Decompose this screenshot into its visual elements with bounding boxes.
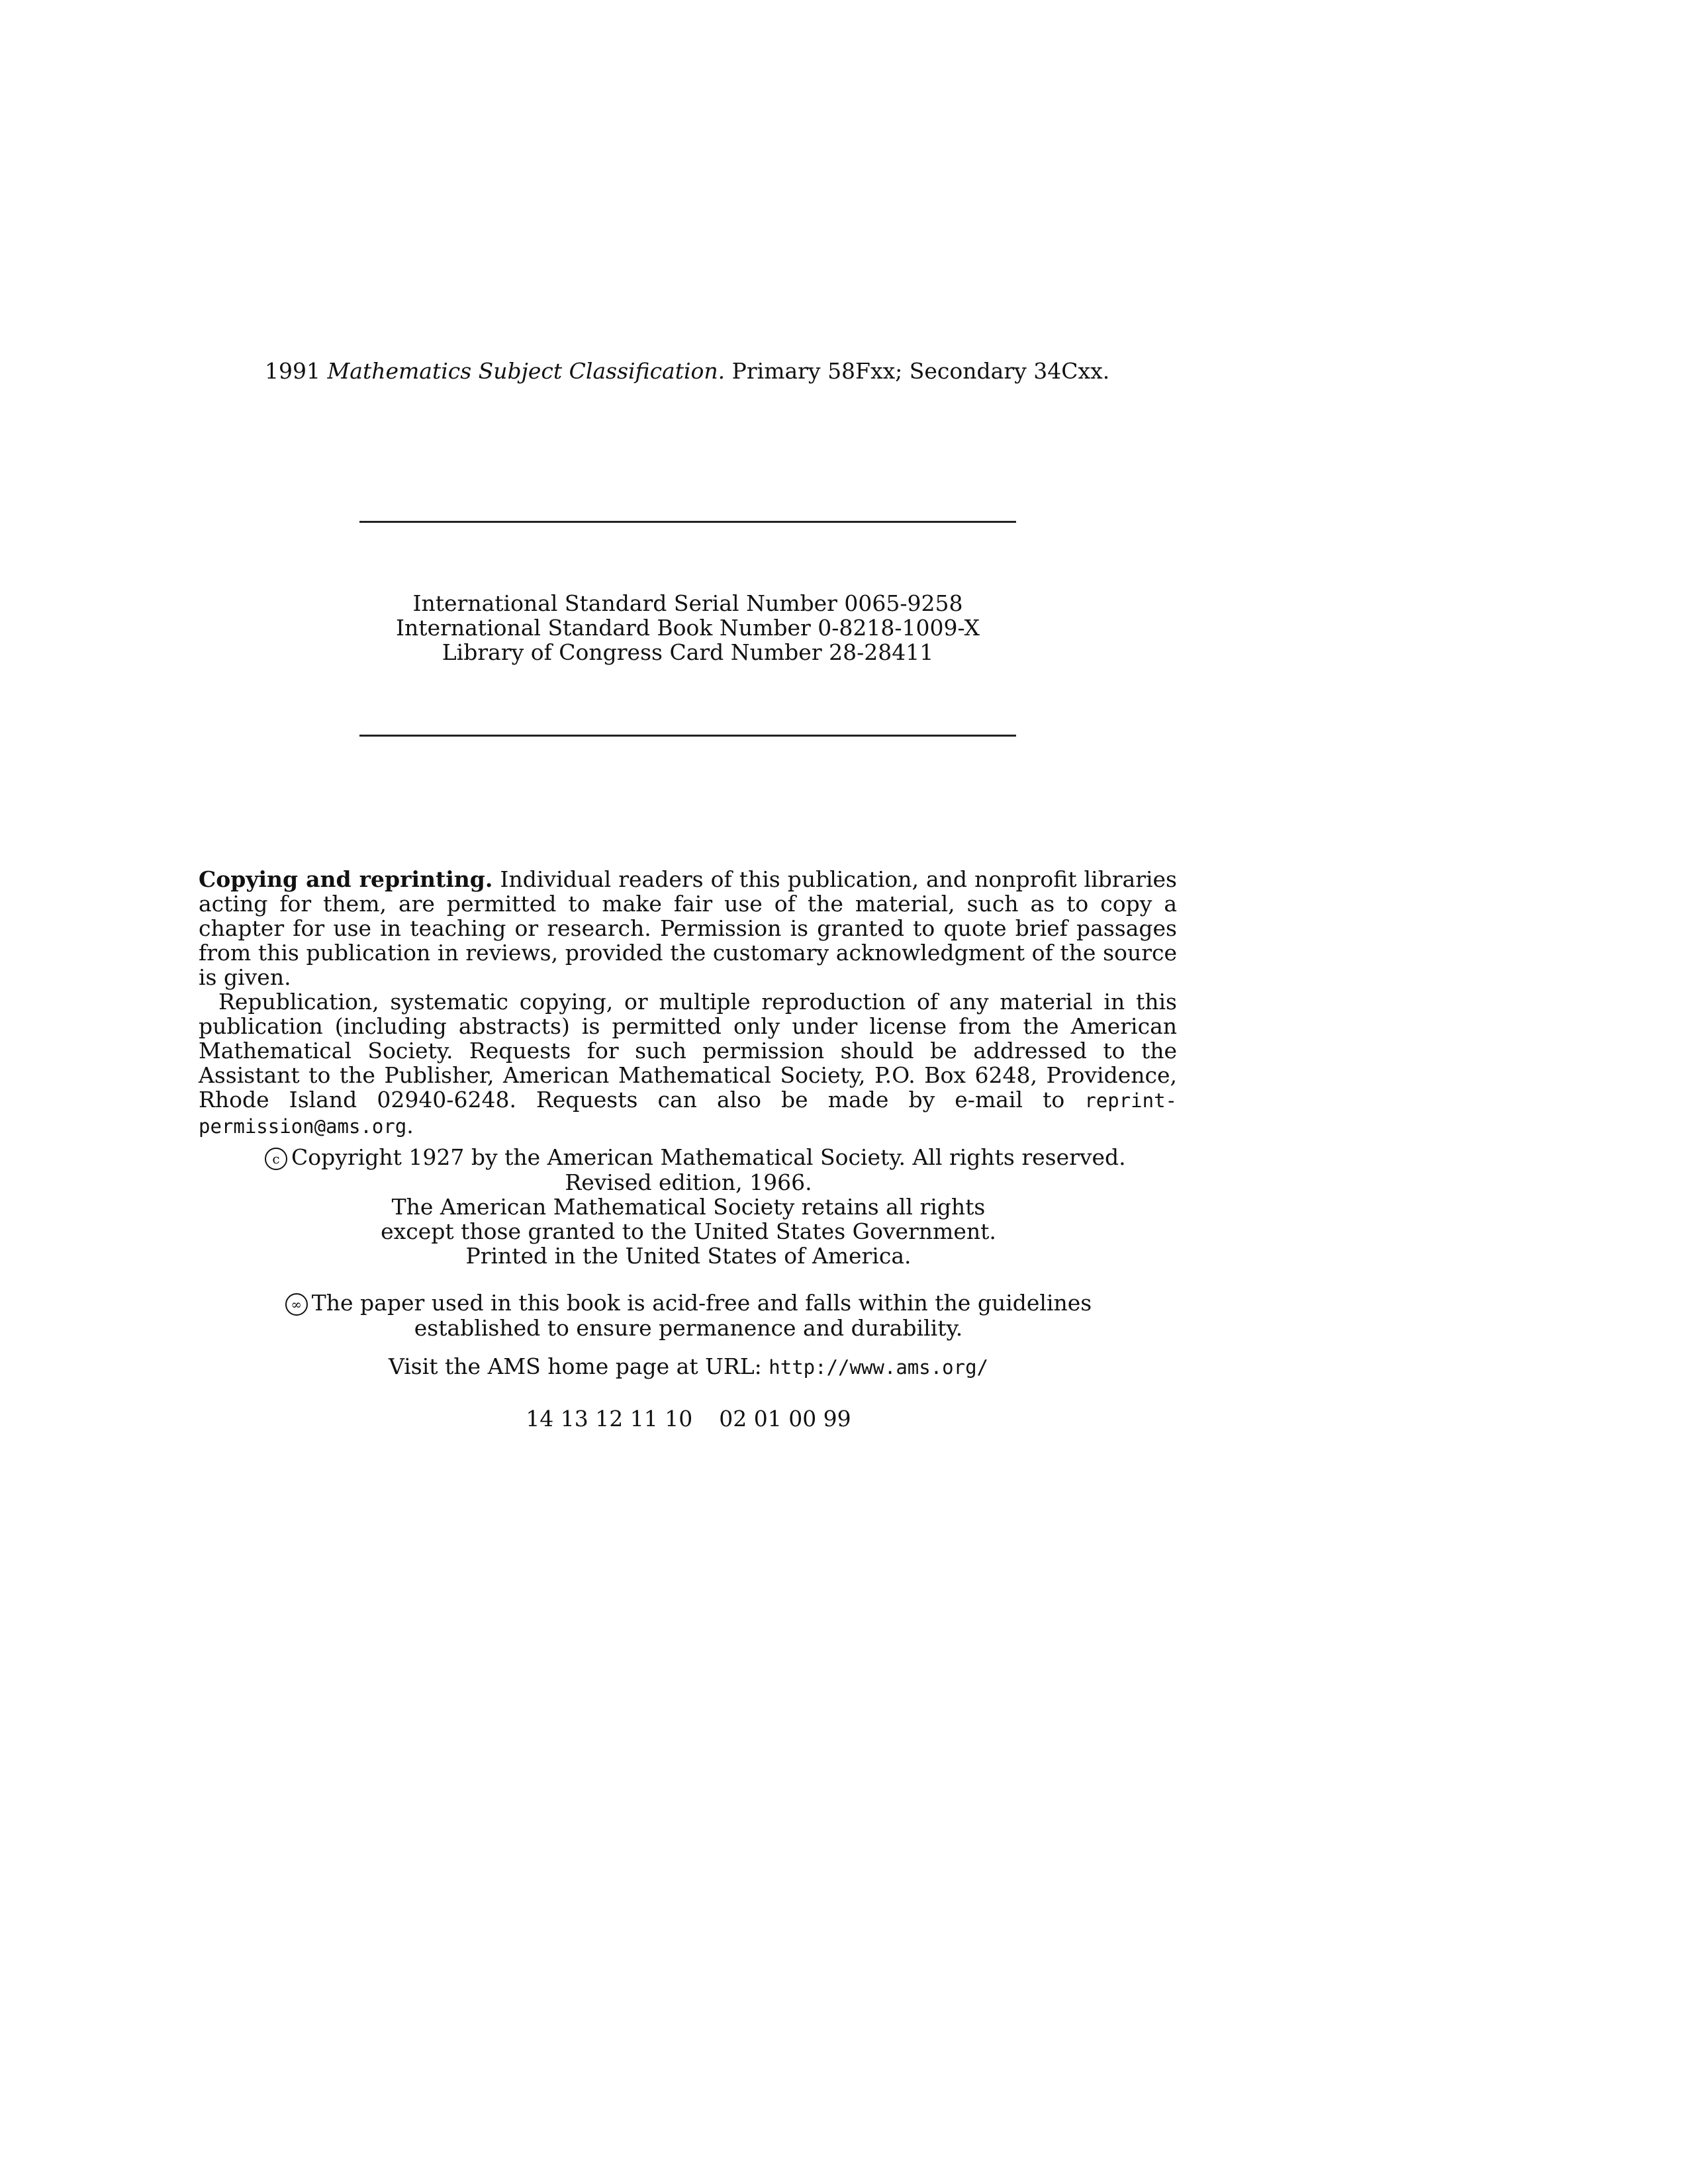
printing-numbers	[265, 1406, 1112, 1431]
subject-classification	[265, 359, 1523, 383]
revised-edition-line: Revised edition, 1966.	[565, 1169, 812, 1195]
copying-text-2: Republication, systematic copying, or multiple reproduction of any material in this publication (including abstracts) is permitted only under license from the American Mathematical Society. Requests for such permission should be addressed to the Assistant to the Publisher, American Mathematical Society, P.O. Box 6248, Providence, Rhode Island 02940-6248. Requests can also be made by e-mail to	[199, 989, 1177, 1113]
acid-free-paper-notice	[265, 1291, 1112, 1340]
printed-in-line: Printed in the United States of America.	[465, 1243, 912, 1269]
copying-paragraph-1	[199, 867, 1177, 989]
paper-text-1: The paper used in this book is acid-free and falls within the guidelines	[311, 1290, 1092, 1316]
lccn-line: Library of Congress Card Number 28-28411	[442, 639, 934, 665]
top-divider	[359, 521, 1016, 523]
copyright-line-1	[265, 1144, 1126, 1170]
classification-label: Mathematics Subject Classification.	[327, 358, 726, 384]
ams-homepage-link[interactable]: http://www.ams.org/	[769, 1356, 989, 1379]
printing-line-years: 02 01 00 99	[719, 1406, 851, 1432]
copyright-text: Copyright 1927 by the American Mathematical Society. All rights reserved.	[291, 1144, 1126, 1170]
copying-paragraph-2	[199, 989, 1177, 1139]
copying-heading: Copying and reprinting.	[199, 866, 493, 892]
infinity-icon: ∞	[285, 1293, 308, 1316]
copyright-block	[265, 1144, 1126, 1269]
classification-codes: Primary 58Fxx; Secondary 34Cxx.	[731, 358, 1110, 384]
rights-retained-line: The American Mathematical Society retains all rights	[391, 1194, 986, 1220]
copying-text-1: Individual readers of this publication, and nonprofit libraries acting for them, are permitted to make fair use of the material, such as to copy a chapter for use in teaching or research. Permission is granted to quote brief passages from this publication in reviews, provided the customary acknowledgment of the source is given.	[199, 866, 1177, 990]
permission-email-link[interactable]: reprint-permission@ams.org	[199, 1089, 1177, 1138]
copying-text-2-end: .	[406, 1113, 414, 1138]
copying-reprinting-notice	[199, 867, 1177, 1139]
visit-label: Visit the AMS home page at URL:	[388, 1353, 762, 1379]
printing-line-numbers: 14 13 12 11 10	[526, 1406, 693, 1432]
paper-line-1	[265, 1291, 1112, 1316]
issn-line: International Standard Serial Number 0065-9258	[412, 590, 963, 616]
bottom-divider	[359, 735, 1016, 737]
government-exception-line: except those granted to the United States Government.	[381, 1218, 996, 1244]
paper-line-2: established to ensure permanence and durability.	[414, 1315, 963, 1341]
classification-year: 1991	[265, 358, 320, 384]
serial-numbers-block	[359, 591, 1016, 664]
copyright-icon: c	[265, 1148, 287, 1170]
visit-homepage-line	[265, 1354, 1112, 1380]
isbn-line: International Standard Book Number 0-8218-1009-X	[396, 615, 980, 641]
